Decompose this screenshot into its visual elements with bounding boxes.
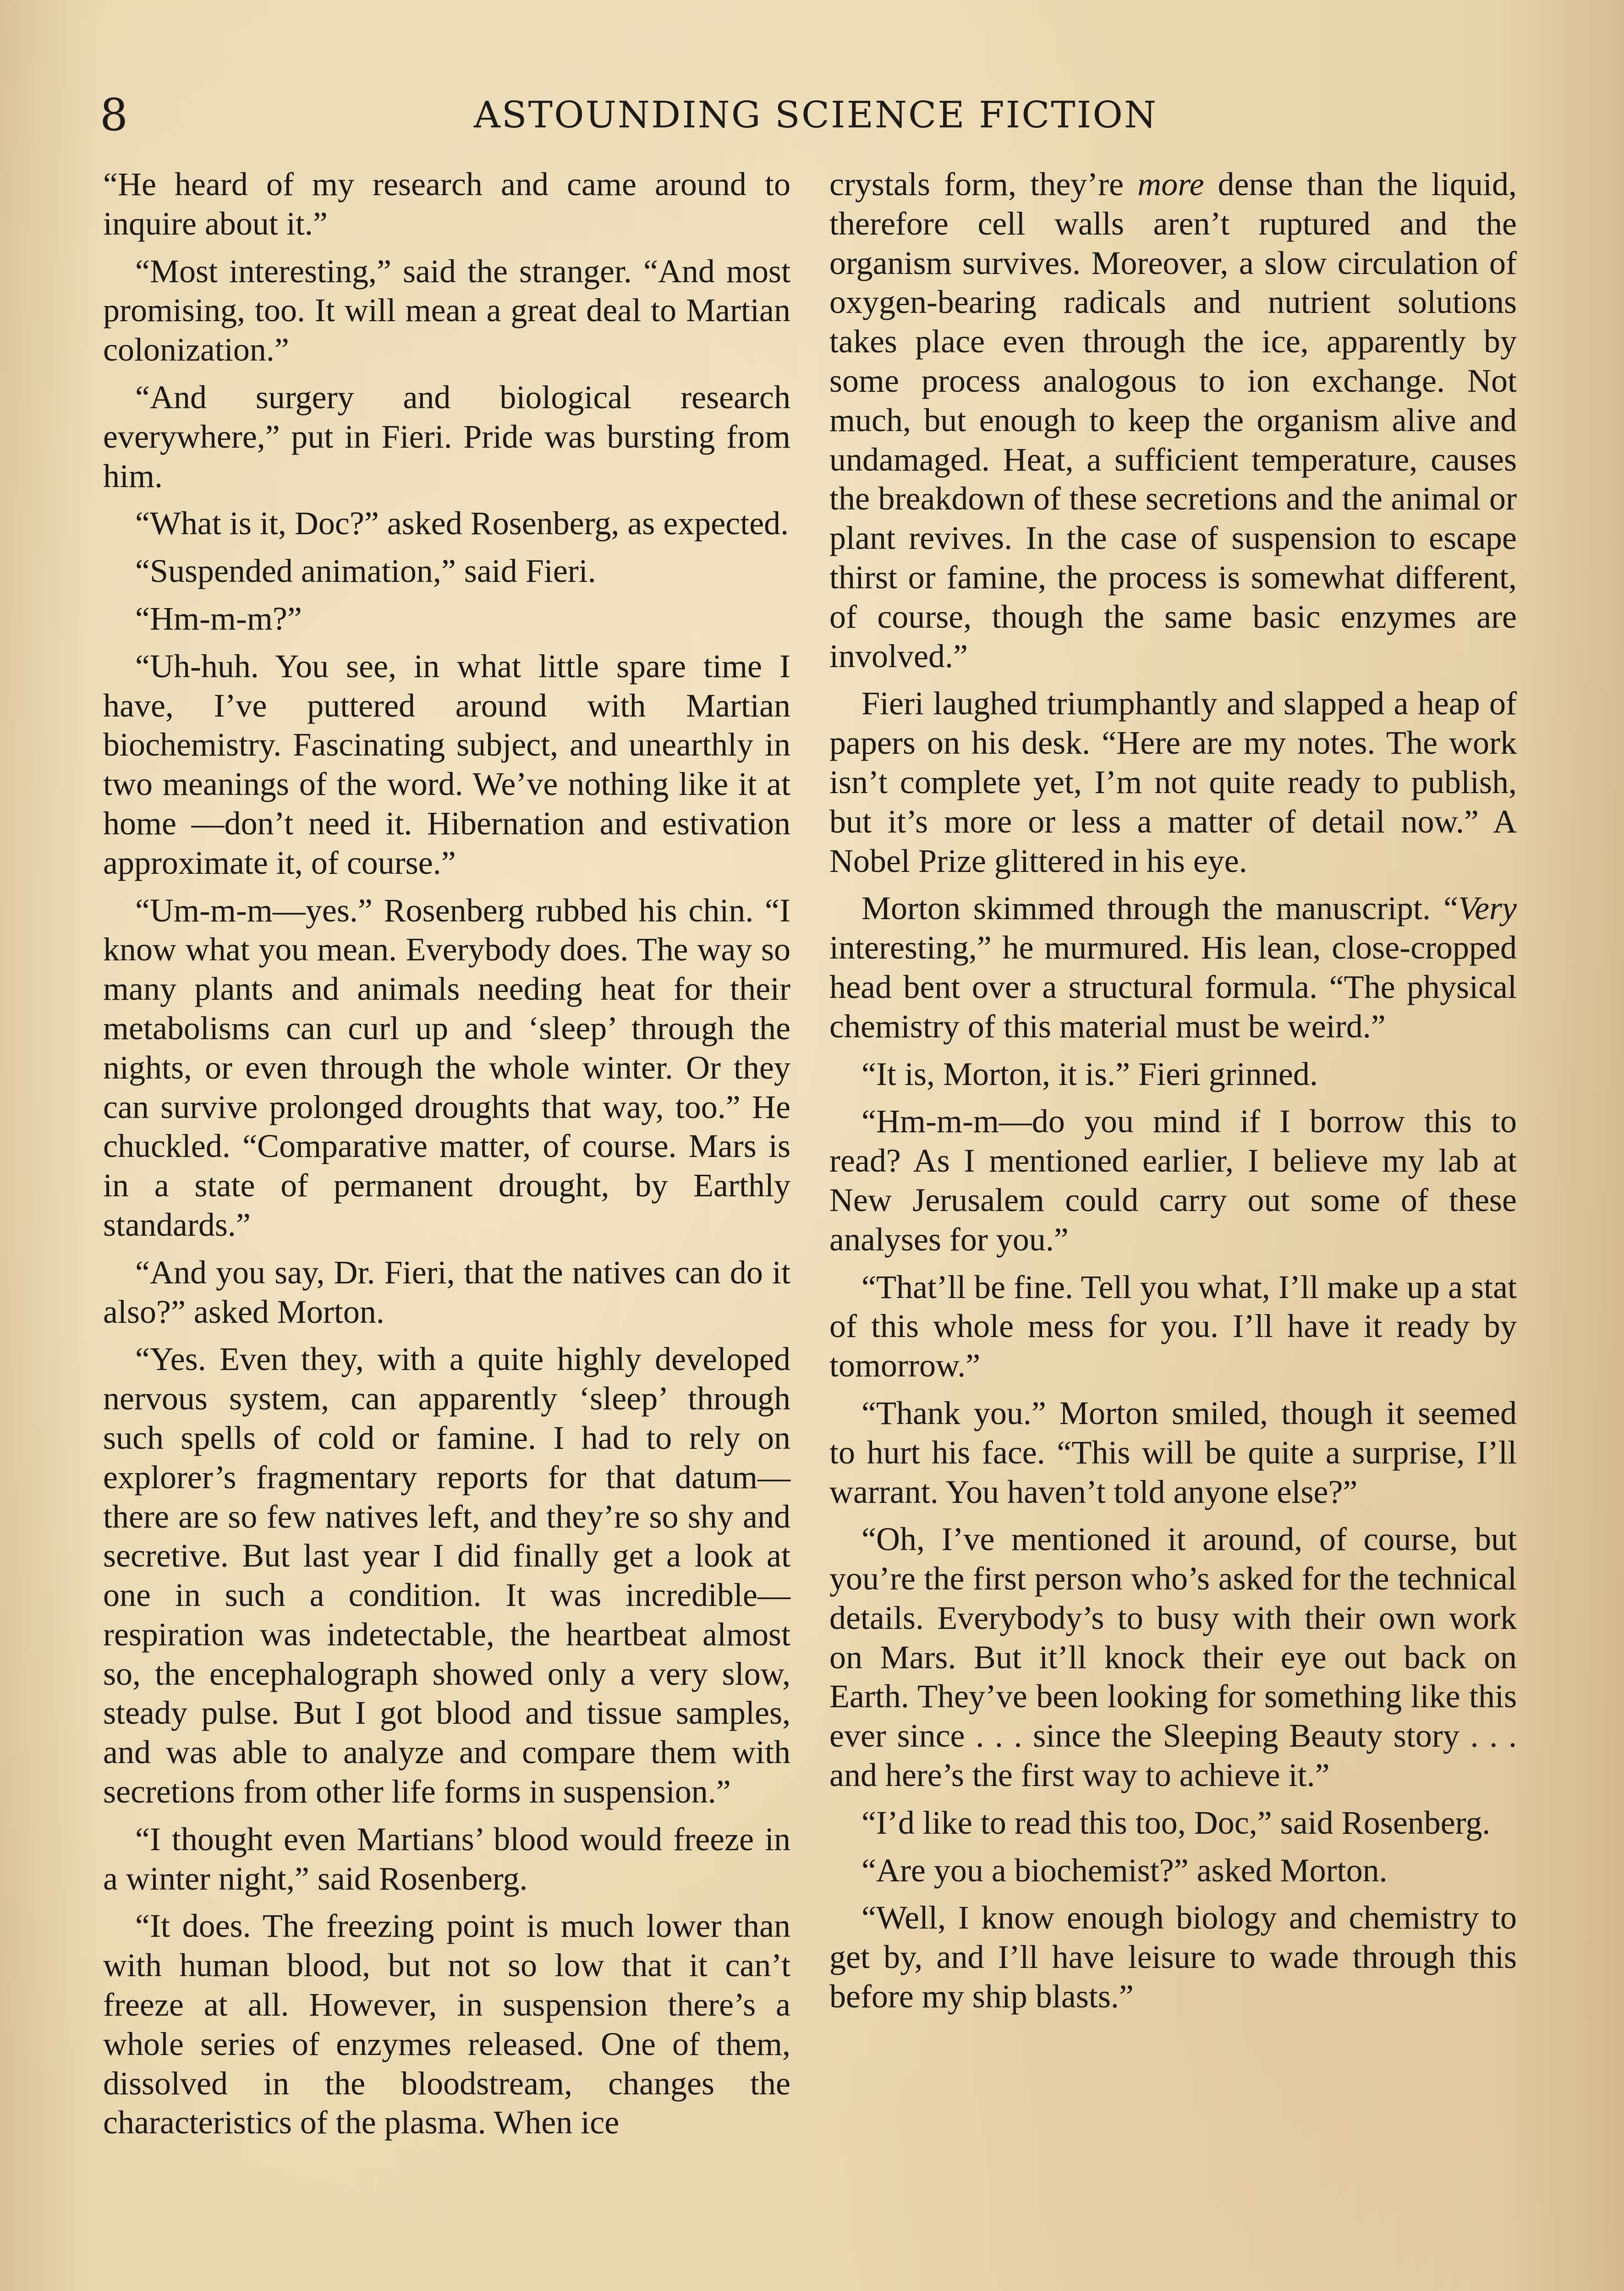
paragraph bbox=[829, 889, 1517, 1046]
emphasis: Very bbox=[1458, 890, 1517, 927]
paragraph: “Hm-m-m?” bbox=[135, 600, 302, 637]
paragraph: “And you say, Dr. Fieri, that the natives can do it also?” asked Morton. bbox=[103, 1254, 790, 1330]
paragraph: “What is it, Doc?” asked Rosenberg, as expected. bbox=[135, 505, 789, 542]
paragraph: “It is, Morton, it is.” Fieri grinned. bbox=[861, 1055, 1318, 1092]
paragraph: “And surgery and biological research everywhere,” put in Fieri. Pride was bursting from him. bbox=[103, 378, 790, 494]
paragraph: “Um-m-m—yes.” Rosenberg rubbed his chin. “I know what you mean. Everybody does. The way so many plants and animals needing heat for their metabolisms can curl up and ‘sleep’ through the nights, or even through the whole winter. Or they can survive prolonged droughts that way, too.” He chuckled. “Comparative matter, of course. Mars is in a state of permanent drought, by Earthly standards.” bbox=[103, 892, 790, 1243]
paragraph: “It does. The freezing point is much lower than with human blood, but not so low that it can’t freeze at all. However, in suspension there’s a whole series of enzymes released. One of them, dissolved in the bloodstream, changes the characteristics of the plasma. When ice bbox=[103, 1907, 790, 2141]
paragraph: “Thank you.” Morton smiled, though it seemed to hurt his face. “This will be quite a surprise, I’ll warrant. You haven’t told anyone else?” bbox=[829, 1394, 1517, 1510]
paragraph: “That’ll be fine. Tell you what, I’ll make up a stat of this whole mess for you. I’ll have it ready by tomorrow.” bbox=[829, 1268, 1517, 1384]
left-column bbox=[103, 165, 790, 2151]
paragraph: “Uh-huh. You see, in what little spare time I have, I’ve puttered around with Martian biochemistry. Fascinating subject, and unearthly in two meanings of the word. We’ve nothing like it at home —don’t need it. Hibernation and estivation approximate it, of course.” bbox=[103, 647, 790, 881]
paragraph: “Are you a biochemist?” asked Morton. bbox=[861, 1852, 1388, 1889]
text-run: crystals form, they’re bbox=[829, 166, 1138, 203]
paragraph: “Most interesting,” said the stranger. “And most promising, too. It will mean a great deal to Martian colonization.” bbox=[103, 252, 790, 368]
paragraph: “He heard of my research and came around to inquire about it.” bbox=[103, 166, 790, 242]
right-column bbox=[829, 165, 1517, 2025]
text-run: Morton skimmed through the manuscript. “ bbox=[861, 890, 1459, 927]
paragraph: Fieri laughed triumphantly and slapped a heap of papers on his desk. “Here are my notes. The work isn’t complete yet, I’m not quite ready to publish, but it’s more or less a matter of detail now.” A Nobel Prize glittered in his eye. bbox=[829, 685, 1517, 879]
text-run: dense than the liquid, therefore cell walls aren’t ruptured and the organism survives. Moreover, a slow circulation of oxygen-bearing radicals and nutrient solutions takes place even through the ice, apparently by some process analogous to ion exchange. Not much, but enough to keep the organism alive and undamaged. Heat, a sufficient temperature, causes the breakdown of these secretions and the animal or plant revives. In the case of suspension to escape thirst or famine, the process is somewhat different, of course, though the same basic enzymes are involved.” bbox=[829, 166, 1517, 674]
paragraph: “Hm-m-m—do you mind if I borrow this to read? As I mentioned earlier, I believe my lab at New Jerusalem could carry out some of these analyses for you.” bbox=[829, 1103, 1517, 1258]
text-run: interesting,” he murmured. His lean, close-cropped head bent over a structural formula. “The physical chemistry of this material must be weird.” bbox=[829, 929, 1517, 1045]
running-title: ASTOUNDING SCIENCE FICTION bbox=[474, 93, 1158, 136]
emphasis: more bbox=[1137, 166, 1204, 203]
paragraph: “I’d like to read this too, Doc,” said Rosenberg. bbox=[861, 1804, 1491, 1841]
paragraph: “I thought even Martians’ blood would freeze in a winter night,” said Rosenberg. bbox=[103, 1820, 790, 1897]
paragraph: “Yes. Even they, with a quite highly developed nervous system, can apparently ‘sleep’ through such spells of cold or famine. I had to rely on explorer’s fragmentary reports for that datum—there are so few natives left, and they’re so shy and secretive. But last year I did finally get a look at one in such a condition. It was incredible—respiration was indetectable, the heartbeat almost so, the encephalograph showed only a very slow, steady pulse. But I got blood and tissue samples, and was able to analyze and compare them with secretions from other life forms in suspension.” bbox=[103, 1341, 790, 1810]
paragraph: “Suspended animation,” said Fieri. bbox=[135, 553, 596, 590]
paragraph: “Oh, I’ve mentioned it around, of course, but you’re the first person who’s asked for the technical details. Everybody’s to busy with their own work on Mars. But it’ll knock their eye out back on Earth. They’ve been looking for something like this ever since . . . since the Sleeping Beauty story . . . and here’s the first way to achieve it.” bbox=[829, 1521, 1517, 1794]
paragraph-continued bbox=[829, 165, 1517, 676]
page-number: 8 bbox=[100, 89, 128, 141]
paragraph: “Well, I know enough biology and chemistry to get by, and I’ll have leisure to wade through this before my ship blasts.” bbox=[829, 1899, 1517, 2015]
